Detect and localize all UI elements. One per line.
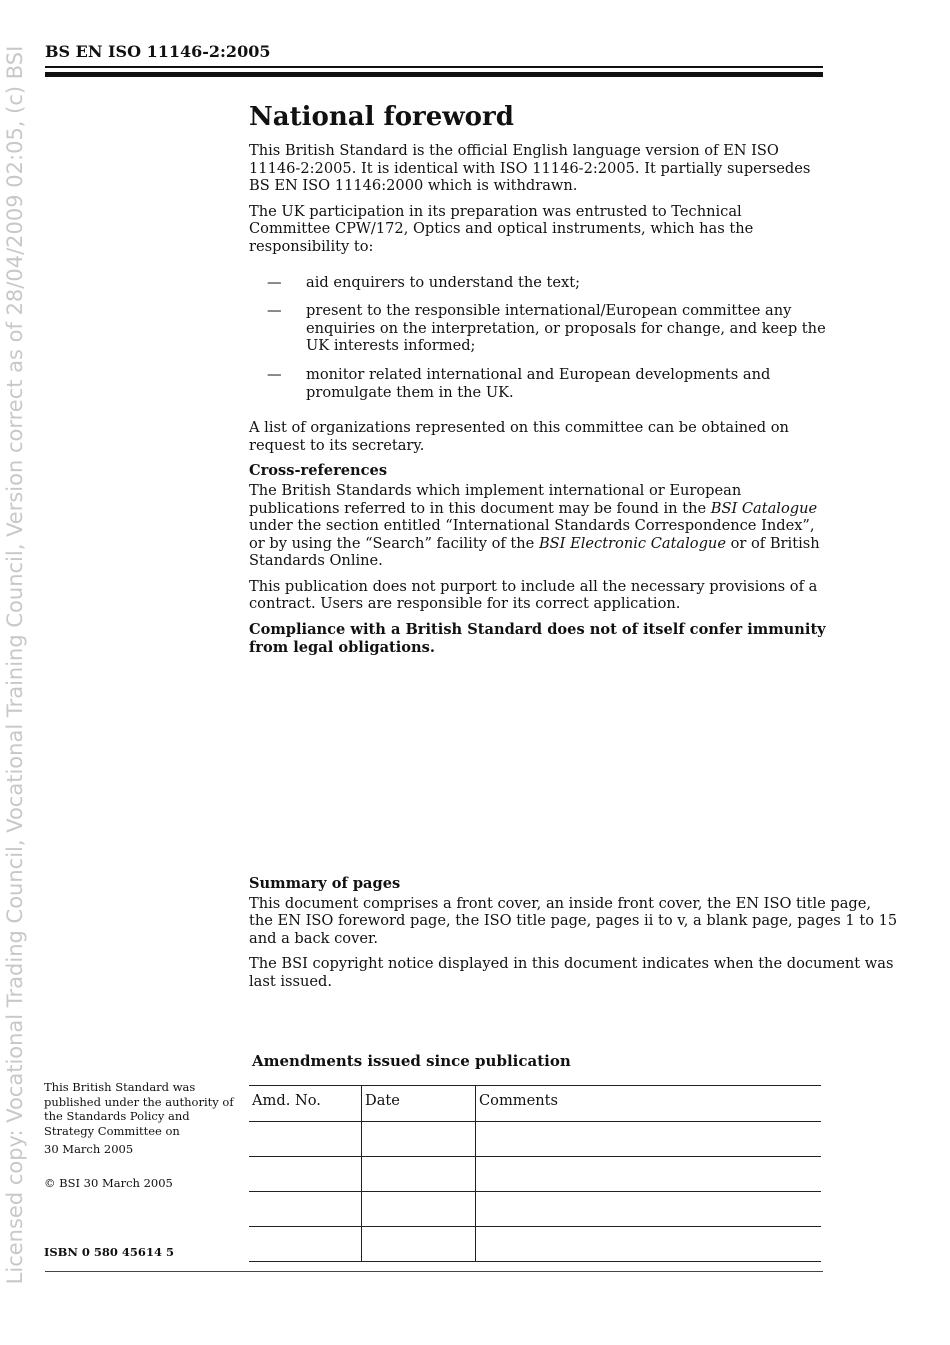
table-cell (476, 1157, 822, 1192)
page-title: National foreword (249, 102, 514, 132)
list-item-text: monitor related international and European developments and promulgate them in the UK. (306, 365, 771, 401)
bsi-electronic-catalogue-title: BSI Electronic Catalogue (538, 534, 726, 552)
publication-authority-text: This British Standard was published under the authority of the Standards Policy and Strategy Committee on (44, 1080, 234, 1138)
column-header-amd-no: Amd. No. (249, 1086, 362, 1122)
list-item-text: aid enquirers to understand the text; (306, 273, 581, 291)
dash-bullet: — (267, 273, 282, 291)
table-row (249, 1157, 821, 1192)
publication-authority-note (44, 1080, 234, 1157)
footer-rule (45, 1271, 823, 1272)
table-row (249, 1122, 821, 1157)
committee-paragraph: The UK participation in its preparation was entrusted to Technical Committee CPW/172, Optics and optical instruments, which has the responsibility to: (249, 202, 754, 255)
list-item (249, 302, 827, 355)
list-item (249, 366, 827, 401)
list-item-text: present to the responsible international/European committee any enquiries on the interpretation, or proposals for change, and keep the UK interests informed; (306, 302, 826, 355)
table-cell (362, 1227, 476, 1262)
intro-paragraph: This British Standard is the official English language version of EN ISO 11146-2:2005. It is identical with ISO 11146-2:2005. It partially supersedes BS EN ISO 11146:2000 which is withdrawn. (249, 142, 811, 195)
committee-list-paragraph: A list of organizations represented on this committee can be obtained on request to its secretary. (249, 419, 789, 454)
license-watermark: Licensed copy: Vocational Trading Council, Vocational Training Council, Version correct as of 28/04/2009 02:05, (c) BSI (3, 45, 27, 1285)
column-header-comments: Comments (476, 1086, 822, 1122)
header-rule-thin (45, 66, 823, 68)
document-id: BS EN ISO 11146-2:2005 (45, 42, 271, 61)
bsi-catalogue-title: BSI Catalogue (710, 499, 818, 517)
copyright-notice-paragraph: The BSI copyright notice displayed in this document indicates when the document was last issued. (249, 955, 894, 990)
amendments-heading: Amendments issued since publication (252, 1052, 571, 1070)
table-cell (249, 1227, 362, 1262)
dash-bullet: — (267, 365, 282, 383)
table-row (249, 1227, 821, 1262)
table-cell (249, 1122, 362, 1157)
cross-text-2: under the section entitled “International Standards Correspondence Index”, or by using the “Search” facility of the (249, 517, 815, 552)
table-cell (476, 1192, 822, 1227)
list-item (249, 274, 827, 292)
copyright-line: © BSI 30 March 2005 (44, 1176, 173, 1190)
table-cell (476, 1122, 822, 1157)
responsibility-list (249, 274, 827, 402)
header-rule-thick (45, 72, 823, 77)
column-header-date: Date (362, 1086, 476, 1122)
publication-date: 30 March 2005 (44, 1142, 134, 1156)
isbn: ISBN 0 580 45614 5 (44, 1245, 174, 1259)
cross-text-1: The British Standards which implement international or European publications referred to in this document may be found in the (249, 481, 742, 517)
summary-heading: Summary of pages (249, 875, 401, 892)
table-cell (249, 1157, 362, 1192)
table-cell (362, 1157, 476, 1192)
table-row (249, 1192, 821, 1227)
cross-text-3: or of British Standards Online. (249, 534, 820, 570)
table-cell (476, 1227, 822, 1262)
cross-references-heading: Cross-references (249, 462, 388, 480)
dash-bullet: — (267, 302, 282, 320)
table-cell (249, 1192, 362, 1227)
amendments-table (249, 1085, 821, 1262)
cross-references-paragraph (249, 482, 827, 570)
provisions-paragraph: This publication does not purport to include all the necessary provisions of a contract. Users are responsible for its correct application. (249, 577, 818, 613)
summary-of-pages-section (249, 875, 899, 999)
table-cell (362, 1192, 476, 1227)
table-header-row (249, 1086, 821, 1122)
compliance-note: Compliance with a British Standard does not of itself confer immunity from legal obligations. (249, 621, 826, 656)
table-cell (362, 1122, 476, 1157)
summary-paragraph: This document comprises a front cover, an inside front cover, the EN ISO title page, the EN ISO foreword page, the ISO title page, pages ii to v, a blank page, pages 1 to 15 and a back cover. (249, 894, 898, 947)
national-foreword-section (249, 102, 827, 664)
